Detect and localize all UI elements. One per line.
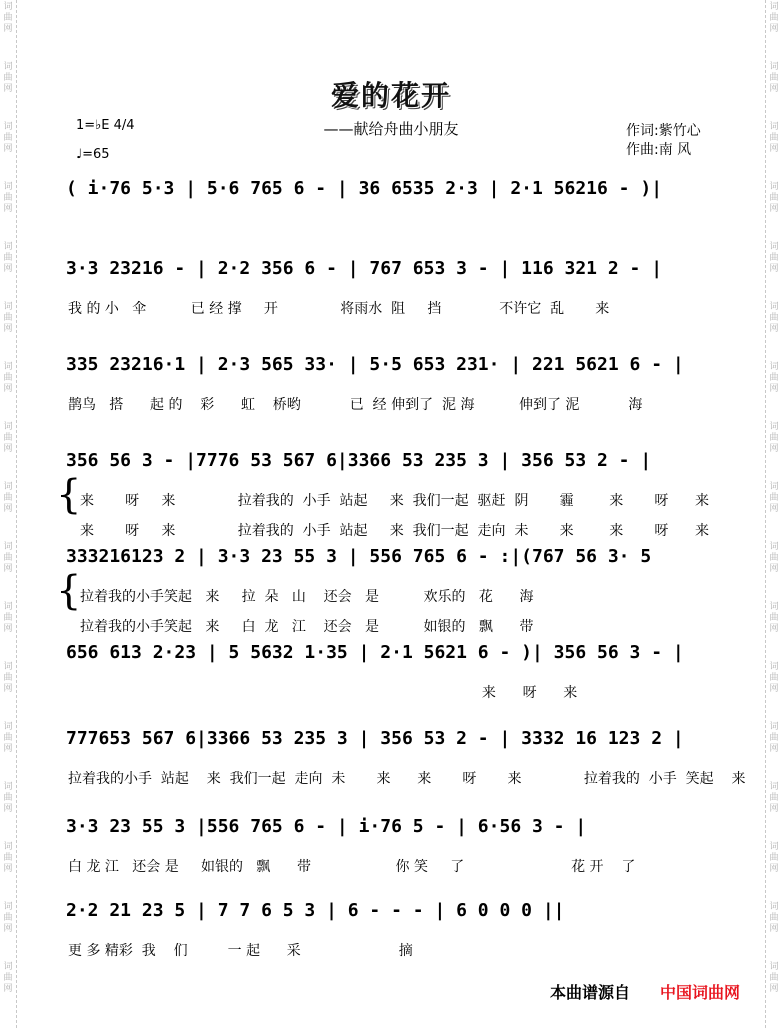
watermark-text: 词 曲 网 — [769, 122, 779, 154]
tempo-marking: ♩=65 — [76, 147, 110, 162]
lyric-line: 来 呀 来 拉着我的 小手 站起 来 我们一起 走向 未 来 来 呀 来 — [80, 523, 710, 539]
watermark-text: 词 曲 网 — [769, 662, 779, 694]
notation-line: 656 613 2·23 | 5 5632 1·35 | 2·1 5621 6 - )| 356 56 3 - | — [66, 642, 684, 663]
notation-line: 3·3 23 55 3 |556 765 6 - | i·76 5 - | 6·56 3 - | — [66, 816, 587, 837]
watermark-text: 词 曲 网 — [769, 722, 779, 754]
watermark-text: 词 曲 网 — [3, 122, 13, 154]
lyric-line: 来 呀 来 拉着我的 小手 站起 来 我们一起 驱赶 阴 霾 来 呀 来 — [80, 493, 710, 509]
watermark-text: 词 曲 网 — [3, 842, 13, 874]
lyric-line: 拉着我的小手笑起 来 白 龙 江 还会 是 如银的 飘 带 — [80, 619, 534, 635]
lyric-line: 白 龙 江 还会 是 如银的 飘 带 你 笑 了 花 开 了 — [68, 859, 636, 875]
site-name-link[interactable]: 中国词曲网 — [660, 983, 741, 1002]
watermark-text: 词 曲 网 — [3, 422, 13, 454]
notation-line: ( i·76 5·3 | 5·6 765 6 - | 36 6535 2·3 | 2·1 56216 - )| — [66, 178, 663, 199]
key-signature: 1=♭E 4/4 — [76, 118, 135, 133]
notation-line: 335 23216·1 | 2·3 565 33· | 5·5 653 231· | 221 5621 6 - | — [66, 354, 684, 375]
watermark-text: 词 曲 网 — [3, 902, 13, 934]
watermark-text: 词 曲 网 — [769, 242, 779, 274]
notation-line: 333216123 2 | 3·3 23 55 3 | 556 765 6 - :|(767 56 3· 5 — [66, 546, 652, 567]
composer-credit: 作曲:南 风 — [626, 142, 692, 158]
watermark-text: 词 曲 网 — [3, 722, 13, 754]
lyric-line: 更 多 精彩 我 们 一 起 采 摘 — [68, 943, 413, 959]
lyric-line: 拉着我的小手笑起 来 拉 朵 山 还会 是 欢乐的 花 海 — [80, 589, 534, 605]
watermark-text: 词 曲 网 — [769, 482, 779, 514]
watermark-text: 词 曲 网 — [3, 302, 13, 334]
notation-line: 3·3 23216 - | 2·2 356 6 - | 767 653 3 - | 116 321 2 - | — [66, 258, 663, 279]
watermark-text: 词 曲 网 — [3, 62, 13, 94]
watermark-text: 词 曲 网 — [3, 782, 13, 814]
notation-line: 356 56 3 - |7776 53 567 6|3366 53 235 3 | 356 53 2 - | — [66, 450, 652, 471]
watermark-text: 词 曲 网 — [769, 902, 779, 934]
source-label: 本曲谱源自 — [550, 983, 631, 1002]
watermark-text: 词 曲 网 — [3, 482, 13, 514]
watermark-text: 词 曲 网 — [3, 542, 13, 574]
watermark-text: 词 曲 网 — [3, 242, 13, 274]
song-subtitle: ——献给舟曲小朋友 — [323, 120, 459, 138]
notation-line: 777653 567 6|3366 53 235 3 | 356 53 2 - | 3332 16 123 2 | — [66, 728, 684, 749]
watermark-text: 词 曲 网 — [3, 2, 13, 34]
watermark-text: 词 曲 网 — [3, 962, 13, 994]
song-title: 爱的花开 — [330, 79, 451, 112]
verse-brace: { — [56, 568, 82, 614]
lyric-line: 鹊鸟 搭 起 的 彩 虹 桥哟 已 经 伸到了 泥 海 伸到了 泥 海 — [68, 397, 643, 413]
watermark-text: 词 曲 网 — [769, 962, 779, 994]
watermark-text: 词 曲 网 — [769, 362, 779, 394]
watermark-text: 词 曲 网 — [769, 542, 779, 574]
watermark-text: 词 曲 网 — [769, 2, 779, 34]
watermark-text: 词 曲 网 — [769, 842, 779, 874]
watermark-text: 词 曲 网 — [769, 302, 779, 334]
watermark-text: 词 曲 网 — [769, 602, 779, 634]
watermark-text: 词 曲 网 — [769, 182, 779, 214]
watermark-text: 词 曲 网 — [3, 602, 13, 634]
lyric-line: 来 呀 来 — [68, 685, 578, 701]
notation-line: 2·2 21 23 5 | 7 7 6 5 3 | 6 - - - | 6 0 0 0 || — [66, 900, 565, 921]
watermark-text: 词 曲 网 — [769, 62, 779, 94]
lyric-line: 拉着我的小手 站起 来 我们一起 走向 未 来 来 呀 来 拉着我的 小手 笑起 来 — [68, 771, 746, 787]
watermark-text: 词 曲 网 — [3, 362, 13, 394]
watermark-text: 词 曲 网 — [769, 782, 779, 814]
watermark-text: 词 曲 网 — [3, 662, 13, 694]
watermark-text: 词 曲 网 — [769, 422, 779, 454]
watermark-text: 词 曲 网 — [3, 182, 13, 214]
lyric-line: 我 的 小 伞 已 经 撑 开 将雨水 阻 挡 不许它 乱 来 — [68, 301, 610, 317]
verse-brace: { — [56, 472, 82, 518]
lyricist-credit: 作词:紫竹心 — [626, 123, 701, 139]
